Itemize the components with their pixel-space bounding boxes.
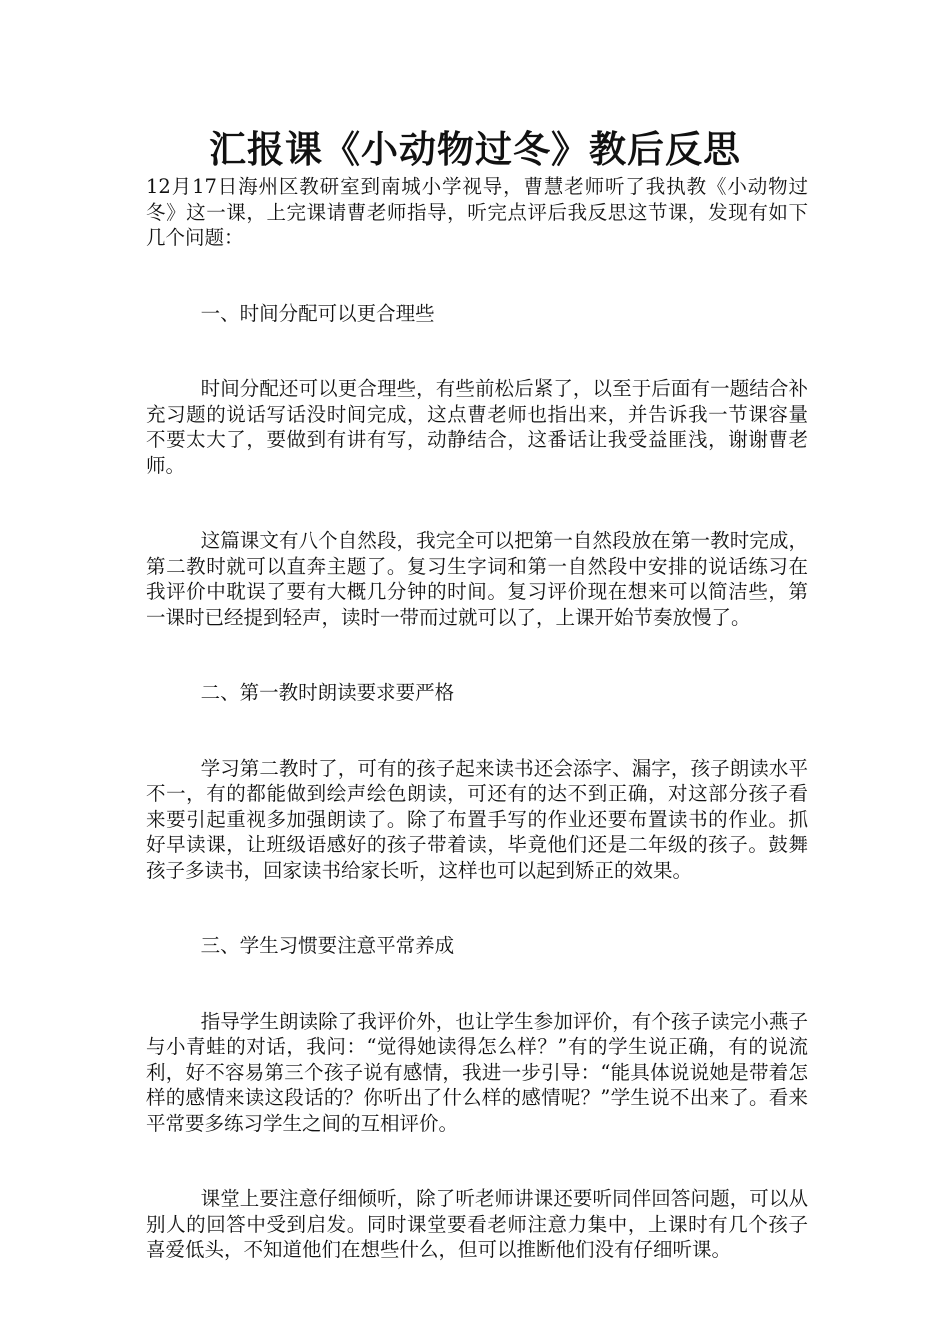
section2-paragraph-1: 学习第二教时了，可有的孩子起来读书还会添字、漏字，孩子朗读水平不一，有的都能做到绘声绘色朗读，可还有的达不到正确，对这部分孩子看来要引起重视多加强朗读了。除了布置手写的作业还要布置读书的作业。抓好早读课，让班级语感好的孩子带着读，毕竟他们还是二年级的孩子。鼓舞孩子多读书，回家读书给家长听，这样也可以起到矫正的效果。 [146,756,808,882]
document-title: 汇报课《小动物过冬》教后反思 [209,127,741,171]
section-heading-1: 一、时间分配可以更合理些 [200,301,435,325]
document-body [146,174,808,1263]
section3-paragraph-2: 课堂上要注意仔细倾听，除了听老师讲课还要听同伴回答问题，可以从别人的回答中受到启发。同时课堂要看老师注意力集中，上课时有几个孩子喜爱低头，不知道他们在想些什么，但可以推断他们没有仔细听课。 [146,1187,808,1261]
section-heading-2: 二、第一教时朗读要求要严格 [200,681,455,704]
intro-paragraph: 12月17日海州区教研室到南城小学视导，曹慧老师听了我执教《小动物过冬》这一课，上完课请曹老师指导，听完点评后我反思这节课，发现有如下几个问题： [146,175,808,249]
section1-paragraph-1: 时间分配还可以更合理些，有些前松后紧了，以至于后面有一题结合补充习题的说话写话没时间完成，这点曹老师也指出来，并告诉我一节课容量不要太大了，要做到有讲有写，动静结合，这番话让我受益匪浅，谢谢曹老师。 [146,377,808,477]
section3-paragraph-1: 指导学生朗读除了我评价外，也让学生参加评价，有个孩子读完小燕子与小青蛙的对话，我问：“觉得她读得怎么样？”有的学生说正确，有的说流利，好不容易第三个孩子说有感情，我进一步引导：“能具体说说她是带着怎样的感情来读这段话的？你听出了什么样的感情呢？”学生说不出来了。看来平常要多练习学生之间的互相评价。 [146,1009,808,1135]
section1-paragraph-2: 这篇课文有八个自然段，我完全可以把第一自然段放在第一教时完成，第二教时就可以直奔主题了。复习生字词和第一自然段中安排的说话练习在我评价中耽误了要有大概几分钟的时间。复习评价现在想来可以简洁些，第一课时已经提到轻声，读时一带而过就可以了，上课开始节奏放慢了。 [146,529,808,629]
section-heading-3: 三、学生习惯要注意平常养成 [200,934,455,957]
